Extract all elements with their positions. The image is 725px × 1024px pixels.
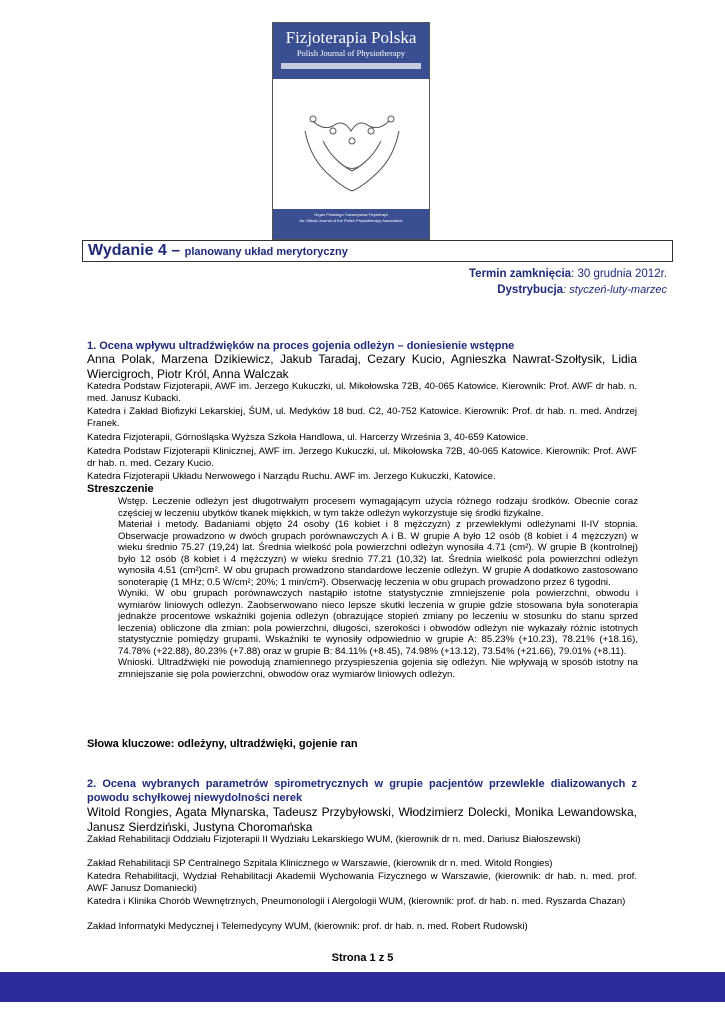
article2-affiliation-5: Zakład Informatyki Medycznej i Telemedycyny WUM, (kierownik: prof. dr hab. n. med. Robert Rudowski) xyxy=(87,921,528,932)
cover-footer xyxy=(273,209,429,239)
article2-authors: Witold Rongies, Agata Młynarska, Tadeusz Przybyłowski, Włodzimierz Dolecki, Monika Lewandowska, Janusz Sierdziński, Justyna Choromańska xyxy=(87,805,637,834)
cover-title: Fizjoterapia Polska xyxy=(285,28,417,47)
deadline-line xyxy=(469,268,667,280)
article1-affiliation-4: Katedra Podstaw Fizjoterapii Klinicznej, AWF im. Jerzego Kukuczki, ul. Mikołowska 72B, 40-065 Katowice. Kierownik: Prof. AWF dr hab. n. med. Cezary Kucio. xyxy=(87,446,637,469)
distribution-value: : styczeń-luty-marzec xyxy=(563,284,667,296)
article1-affiliation-2: Katedra i Zakład Biofizyki Lekarskiej, ŚUM, ul. Medyków 18 bud. C2, 40-752 Katowice. Kierownik: Prof. dr hab. n. med. Andrzej Franek. xyxy=(87,406,637,429)
cover-footer-line2: An Official Journal of the Polish Physiotherapy Association xyxy=(299,218,403,223)
deadline-value: : 30 grudnia 2012r. xyxy=(571,268,667,280)
article1-affiliation-1: Katedra Podstaw Fizjoterapii, AWF im. Jerzego Kukuczki, ul. Mikołowska 72B, 40-065 Katowice. Kierownik: Prof. AWF dr hab. n. med. Janusz Kubacki. xyxy=(87,381,637,404)
cover-subtitle: Polish Journal of Physiotherapy xyxy=(296,48,406,58)
distribution-label: Dystrybucja xyxy=(497,284,564,296)
article1-keywords: Słowa kluczowe: odleżyny, ultradźwięki, gojenie ran xyxy=(87,738,358,750)
edition-label: planowany układ merytoryczny xyxy=(184,246,348,258)
article2-affiliation-1: Zakład Rehabilitacji Oddziału Fizjoterapii II Wydziału Lekarskiego WUM, (kierownik dr n. med. Dariusz Białoszewski) xyxy=(87,834,581,845)
edition-header xyxy=(82,240,673,262)
article2-title: 2. Ocena wybranych parametrów spirometrycznych w grupie pacjentów przewlekle dializowanych z powodu schyłkowej niewydolności nerek xyxy=(87,778,637,804)
article2-affiliation-3: Katedra Rehabilitacji, Wydział Rehabilitacji Akademii Wychowania Fizycznego w Warszawie, (kierownik: dr hab. n. med. prof. AWF Janusz Domaniecki) xyxy=(87,871,637,894)
deadline-label: Termin zamknięcia xyxy=(469,268,572,280)
article1-authors: Anna Polak, Marzena Dzikiewicz, Jakub Taradaj, Cezary Kucio, Agnieszka Nawrat-Szołtysik, Lidia Wiercigroch, Piotr Król, Anna Walczak xyxy=(87,352,637,381)
journal-cover-image xyxy=(272,22,430,240)
article1-title: 1. Ocena wpływu ultradźwięków na proces gojenia odleżyn – doniesienie wstępne xyxy=(87,340,515,352)
cover-bar xyxy=(281,63,421,69)
cover-header xyxy=(273,23,429,79)
abstract-body xyxy=(118,496,638,680)
abstract-heading: Streszczenie xyxy=(87,483,154,495)
bottom-bar xyxy=(0,972,725,1002)
abstract-intro: Wstęp. Leczenie odleżyn jest długotrwałym procesem wymagającym użycia różnego rodzaju środków. Obecnie coraz częściej w leczeniu ubytków tkanek miękkich, w tym także odleżyn wykorzystuje się środki fizykalne. xyxy=(118,496,638,519)
abstract-results: Wyniki. W obu grupach porównawczych nastąpiło istotne statystycznie zmniejszenie pola powierzchni, obwodu i wymiarów liniowych odleżyn. Zaobserwowano nieco lepsze skutki leczenia w grupie gdzie stosowana była sonoterapia jednakże procentowe wskaźniki gojenia odleżyn (obrazujące stopień zmiany po leczeniu w stosunku do stanu sprzed leczenia) obliczone dla zmian: pola powierzchni, długości, szerokości i obwodów odleżyn nie wykazały różnic istotnych statystycznie pomiędzy grupami. Wskaźniki te wynosiły odpowiednio w grupie A: 85.23% (+10.23), 78.21% (+18.16), 74.78% (+22.88), 80.23% (+7.88) oraz w grupie B: 84.11% (+8.45), 74.98% (+13.12), 73.54% (+21.66), 79.01% (+8.11). xyxy=(118,588,638,657)
cover-footer-line1: Organ Polskiego Towarzystwa Fizjoterapii xyxy=(314,212,388,217)
edition-number: Wydanie 4 – xyxy=(88,242,181,259)
abstract-methods: Materiał i metody. Badaniami objęto 24 osoby (16 kobiet i 8 mężczyzn) z przewlekłymi odleżynami II-IV stopnia. Obserwacje prowadzono w dwóch grupach porównawczych A i B. W grupie A było 12 osób (8 kobiet i 4 mężczyzn) w wieku średnio 75.27 (19,24) lat. Średnia wielkość pola powierzchni odleżyn wynosiła 4.71 (cm²). W grupie B (kontrolnej) było 12 osób (8 kobiet i 4 mężczyzn) w wieku średnio 77.21 (10,32) lat. Średnia wielkość pola powierzchni odleżyn wynosiła 4.51 (cm²)cm². W obu grupach prowadzono standardowe leczenie odleżyn. W grupie A dodatkowo zastosowano sonoterapię (1 MHz; 0.5 W/cm²; 20%; 1 min/cm²). Obserwację leczenia w obu grupach prowadzono przez 6 tygodni. xyxy=(118,519,638,588)
article1-affiliation-5: Katedra Fizjoterapii Układu Nerwowego i Narządu Ruchu. AWF im. Jerzego Kukuczki, Katowice. xyxy=(87,471,496,482)
distribution-line xyxy=(497,284,667,296)
article2-affiliation-2: Zakład Rehabilitacji SP Centralnego Szpitala Klinicznego w Warszawie, (kierownik dr n. med. Witold Rongies) xyxy=(87,858,553,869)
article1-affiliation-3: Katedra Fizjoterapii, Górnośląska Wyższa Szkoła Handlowa, ul. Harcerzy Września 3, 40-659 Katowice. xyxy=(87,432,529,443)
abstract-conclusions: Wnioski. Ultradźwięki nie powodują znamiennego przyspieszenia gojenia się odleżyn. Nie wpływają w sposób istotny na zmniejszanie się pola powierzchni, obwodów oraz wymiarów liniowych odleżyn. xyxy=(118,657,638,680)
cover-illustration xyxy=(293,101,411,201)
page-number: Strona 1 z 5 xyxy=(331,952,394,964)
article2-affiliation-4: Katedra i Klinika Chorób Wewnętrznych, Pneumonologii i Alergologii WUM, (kierownik: prof. dr hab. n. med. Ryszarda Chazan) xyxy=(87,896,626,907)
